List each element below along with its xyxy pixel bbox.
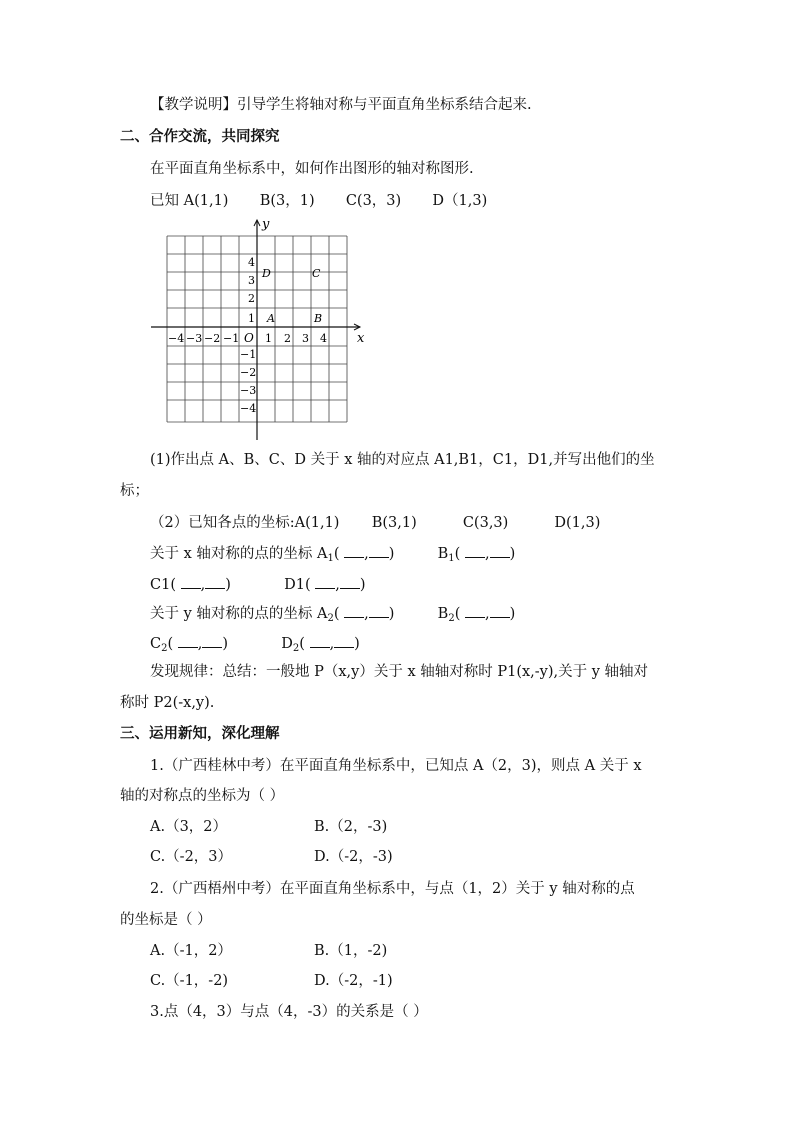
a1-subscript: 1: [327, 553, 334, 564]
point-label-c: C: [312, 267, 321, 280]
x-tick-pos: 3: [302, 332, 309, 345]
c2-label: C: [150, 636, 162, 652]
y-tick-pos: 2: [248, 292, 255, 305]
point-label-d: D: [262, 267, 271, 280]
comma: ,: [364, 546, 369, 562]
d2-y-blank[interactable]: [334, 635, 354, 648]
y-symmetry-row: [150, 605, 515, 625]
x-tick-neg: −4: [168, 332, 185, 345]
section-3-heading: 三、运用新知，深化理解: [120, 725, 280, 742]
q3-line1: 3.点（4，3）与点（4，-3）的关系是（ ）: [150, 1004, 428, 1020]
paren: ): [388, 606, 395, 622]
y-tick-neg: −3: [240, 384, 257, 397]
c1-x-blank[interactable]: [181, 576, 201, 589]
x-tick-pos: 1: [265, 332, 272, 345]
rule-line1: 发现规律：总结：一般地 P（x,y）关于 x 轴轴对称时 P1(x,-y),关于 y 轴轴对: [150, 664, 649, 680]
point-label-b: B: [314, 312, 323, 325]
c2-x-blank[interactable]: [178, 635, 198, 648]
task1-line2: 标；: [120, 483, 149, 499]
comma: ,: [484, 546, 490, 562]
q1-option-b[interactable]: B.（2，-3): [314, 819, 388, 835]
paren: (: [333, 606, 340, 622]
b2-subscript: 2: [448, 613, 455, 624]
comma: ,: [364, 606, 369, 622]
q2-option-d[interactable]: D.（-2，-1): [314, 973, 393, 989]
q2-option-a[interactable]: A.（-1，2）: [150, 943, 232, 959]
y-tick-neg: −4: [240, 402, 257, 415]
paren: ): [509, 606, 516, 622]
d2-x-blank[interactable]: [310, 635, 330, 648]
paren: (: [167, 636, 174, 652]
y-tick-pos: 1: [248, 312, 255, 325]
q1-line2: 轴的对称点的坐标为（ ）: [120, 788, 285, 804]
x-tick-pos: 2: [284, 332, 291, 345]
c1-label: C1(: [150, 577, 176, 593]
task2-known-coords: （2）已知各点的坐标:A(1,1) B(3,1) C(3,3) D(1,3): [150, 515, 601, 531]
paren: (: [333, 546, 340, 562]
b1-y-blank[interactable]: [490, 545, 510, 558]
paren: (: [454, 606, 461, 622]
x-tick-neg: −3: [186, 332, 203, 345]
a2-subscript: 2: [327, 613, 334, 624]
comma: ,: [200, 577, 206, 593]
comma: ,: [335, 577, 340, 593]
q1-option-a[interactable]: A.（3，2）: [150, 819, 228, 835]
point-label-a: A: [267, 312, 275, 325]
q2-line2: 的坐标是（ ）: [120, 912, 212, 928]
comma: ,: [197, 636, 203, 652]
y-tick-neg: −1: [240, 348, 257, 361]
section-2-intro: 在平面直角坐标系中，如何作出图形的轴对称图形.: [150, 161, 474, 177]
y-symmetry-row-2: [150, 635, 360, 655]
y-tick-pos: 3: [248, 274, 255, 287]
a1-y-blank[interactable]: [369, 545, 389, 558]
x-tick-pos: 4: [320, 332, 327, 345]
c2-y-blank[interactable]: [202, 635, 222, 648]
b2-x-blank[interactable]: [465, 605, 485, 618]
q1-option-c[interactable]: C.（-2，3）: [150, 849, 233, 865]
paren: ): [388, 546, 395, 562]
paren: (: [299, 636, 305, 652]
q2-option-b[interactable]: B.（1，-2): [314, 943, 388, 959]
b2-y-blank[interactable]: [490, 605, 510, 618]
comma: ,: [329, 636, 335, 652]
comma: ,: [484, 606, 490, 622]
x-symmetry-row-2: [150, 576, 366, 594]
b1-label: B: [437, 546, 449, 562]
a2-x-blank[interactable]: [344, 605, 364, 618]
d2-subscript: 2: [292, 643, 300, 654]
b2-label: B: [437, 606, 449, 622]
d1-x-blank[interactable]: [315, 576, 335, 589]
x-symmetry-row: [150, 545, 515, 565]
origin-label: O: [244, 331, 254, 345]
paren: ): [225, 577, 231, 593]
q2-option-c[interactable]: C.（-1，-2): [150, 973, 229, 989]
q1-option-d[interactable]: D.（-2，-3): [314, 849, 393, 865]
rule-line2: 称时 P2(-x,y).: [120, 695, 215, 711]
point-a: A(1,1): [183, 193, 229, 209]
x-tick-neg: −2: [204, 332, 221, 345]
d1-label: D1(: [284, 577, 311, 593]
point-c: C(3，3): [345, 193, 402, 209]
q1-line1: 1.（广西桂林中考）在平面直角坐标系中，已知点 A（2，3)，则点 A 关于 x: [150, 758, 642, 774]
task1-line1: (1)作出点 A、B、C、D 关于 x 轴的对应点 A1,B1，C1，D1,并写出他们的坐: [150, 452, 655, 468]
c2-subscript: 2: [161, 643, 168, 654]
coordinate-grid: [148, 214, 378, 444]
a1-x-blank[interactable]: [344, 545, 364, 558]
y-tick-neg: −2: [240, 366, 257, 379]
a2-y-blank[interactable]: [369, 605, 389, 618]
y-symmetry-label: 关于 y 轴对称的点的坐标 A: [150, 606, 328, 622]
paren: ): [354, 636, 360, 652]
d2-label: D: [281, 636, 293, 652]
paren: ): [222, 636, 229, 652]
x-axis-label: x: [357, 331, 365, 346]
d1-y-blank[interactable]: [340, 576, 360, 589]
b1-x-blank[interactable]: [465, 545, 485, 558]
section-2-heading: 二、合作交流，共同探究: [120, 128, 280, 145]
y-tick-pos: 4: [248, 256, 255, 269]
given-label: 已知: [150, 193, 179, 209]
paren: (: [454, 546, 461, 562]
teaching-note: 【教学说明】引导学生将轴对称与平面直角坐标系结合起来.: [150, 97, 532, 113]
point-b: B(3，1): [259, 193, 315, 209]
x-tick-neg: −1: [223, 332, 240, 345]
x-symmetry-label: 关于 x 轴对称的点的坐标 A: [150, 546, 328, 562]
c1-y-blank[interactable]: [205, 576, 225, 589]
given-points: [150, 192, 487, 210]
paren: ): [509, 546, 516, 562]
paren: ): [359, 577, 366, 593]
b1-subscript: 1: [448, 553, 455, 564]
q2-line1: 2.（广西梧州中考）在平面直角坐标系中，与点（1，2）关于 y 轴对称的点: [150, 881, 635, 897]
point-d: D（1,3): [432, 193, 488, 209]
y-axis-label: y: [262, 217, 270, 232]
